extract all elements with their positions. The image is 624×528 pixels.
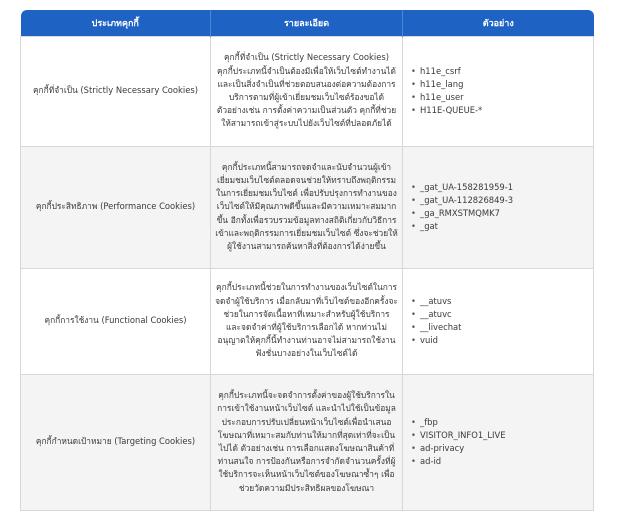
cell-description: คุกกี้ประเภทนี้สามารถจดจำและนับจำนวนผู้เข้าเยี่ยมชมเว็บไซต์ตลอดจนช่วยให้ทราบถึงพฤติกรรมในการเยี่ยมชมเว็บไซต์ เพื่อปรับปรุงการทำงานของเว็บไซต์ให้มีคุณภาพดีขึ้นและมีความเหมาะสมมากขึ้น อีกทั้งเพื่อรวบรวมข้อมูลทางสถิติเกี่ยวกับวิธีการเข้าและพฤติกรรมการเยี่ยมชมเว็บไซต์ ซึ่งจะช่วยให้ผู้ใช้งานสามารถค้นหาสิ่งที่ต้องการได้ง่ายขึ้น <box>211 146 403 268</box>
example-item: • __atuvc <box>411 308 589 321</box>
example-item: • H11E-QUEUE-* <box>411 104 589 117</box>
cell-description: คุกกี้ประเภทนี้จะจดจำการตั้งค่าของผู้ใช้บริการในการเข้าใช้งานหน้าเว็บไซต์ และนำไปใช้เป็นข้อมูลประกอบการปรับเปลี่ยนหน้าเว็บไซต์เพื่อนำเสนอโฆษณาที่เหมาะสมกับท่านให้มากที่สุดเท่าที่จะเป็นไปได้ ตัวอย่างเช่น การเลือกแสดงโฆษณาสินค้าที่ท่านสนใจ การป้องกันหรือการจำกัดจำนวนครั้งที่ผู้ใช้บริการจะเห็นหน้าเว็บไซต์ของโฆษณาซ้ำๆ เพื่อช่วยวัดความมีประสิทธิผลของโฆษณา <box>211 374 403 510</box>
example-item: • h11e_user <box>411 91 589 104</box>
example-item: • _gat_UA-112826849-3 <box>411 194 589 207</box>
table-row-functional <box>21 268 594 374</box>
cell-examples <box>403 374 594 510</box>
cell-examples <box>403 268 594 374</box>
cell-description: คุกกี้ประเภทนี้ช่วยในการทำงานของเว็บไซต์ในการจดจำผู้ใช้บริการ เมื่อกลับมาที่เว็บไซต์ของอีกครั้งจะช่วยในการจัดเนื้อหาที่เหมาะสำหรับผู้ใช้บริการ และจดจำค่าที่ผู้ใช้บริการเลือกได้ หากท่านไม่อนุญาตให้คุกกี้นี้ทำงานท่านอาจไม่สามารถใช้งานฟังชั่นบางอย่างในเว็บไซต์ได้ <box>211 268 403 374</box>
cookie-types-table <box>20 10 594 511</box>
example-item: • _gat <box>411 220 589 233</box>
example-item: • vuid <box>411 334 589 347</box>
example-item: • h11e_csrf <box>411 65 589 78</box>
example-item: • ad-id <box>411 455 589 468</box>
table-row-strictly-necessary <box>21 36 594 146</box>
example-item: • __livechat <box>411 321 589 334</box>
example-item: • _fbp <box>411 416 589 429</box>
table-row-performance <box>21 146 594 268</box>
cell-category: คุกกี้การใช้งาน (Functional Cookies) <box>21 268 211 374</box>
header-row <box>21 10 594 36</box>
cell-category: คุกกี้ประสิทธิภาพ (Performance Cookies) <box>21 146 211 268</box>
header-examples: ตัวอย่าง <box>403 10 594 36</box>
cell-description: คุกกี้ที่จำเป็น (Strictly Necessary Cookies) คุกกี้ประเภทนี้จำเป็นต้องมีเพื่อให้เว็บไซต์ทำงานได้และเป็นสิ่งจำเป็นที่ช่วยตอบสนองต่อความต้องการบริการตามที่ผู้เข้าเยี่ยมชมเว็บไซต์ร้องขอได้ ตัวอย่างเช่น การตั้งค่าความเป็นส่วนตัว คุกกี้ที่ช่วยให้สามารถเข้าสู่ระบบไปยังเว็บไซต์ที่ปลอดภัยได้ <box>211 36 403 146</box>
example-item: • __atuvs <box>411 295 589 308</box>
cell-category: คุกกี้ที่จำเป็น (Strictly Necessary Cookies) <box>21 36 211 146</box>
examples-list <box>411 295 589 348</box>
example-item: • _ga_RMXSTMQMK7 <box>411 207 589 220</box>
header-details: รายละเอียด <box>211 10 403 36</box>
cell-examples <box>403 146 594 268</box>
examples-list <box>411 416 589 469</box>
example-item: • _gat_UA-158281959-1 <box>411 181 589 194</box>
cookie-table-container <box>20 10 593 511</box>
table-row-targeting <box>21 374 594 510</box>
examples-list <box>411 181 589 234</box>
header-cookie-type: ประเภทคุกกี้ <box>21 10 211 36</box>
cell-examples <box>403 36 594 146</box>
example-item: • VISITOR_INFO1_LIVE <box>411 429 589 442</box>
example-item: • ad-privacy <box>411 442 589 455</box>
example-item: • h11e_lang <box>411 78 589 91</box>
cell-category: คุกกี้กำหนดเป้าหมาย (Targeting Cookies) <box>21 374 211 510</box>
table-header <box>21 10 594 36</box>
table-body <box>21 36 594 510</box>
examples-list <box>411 65 589 118</box>
